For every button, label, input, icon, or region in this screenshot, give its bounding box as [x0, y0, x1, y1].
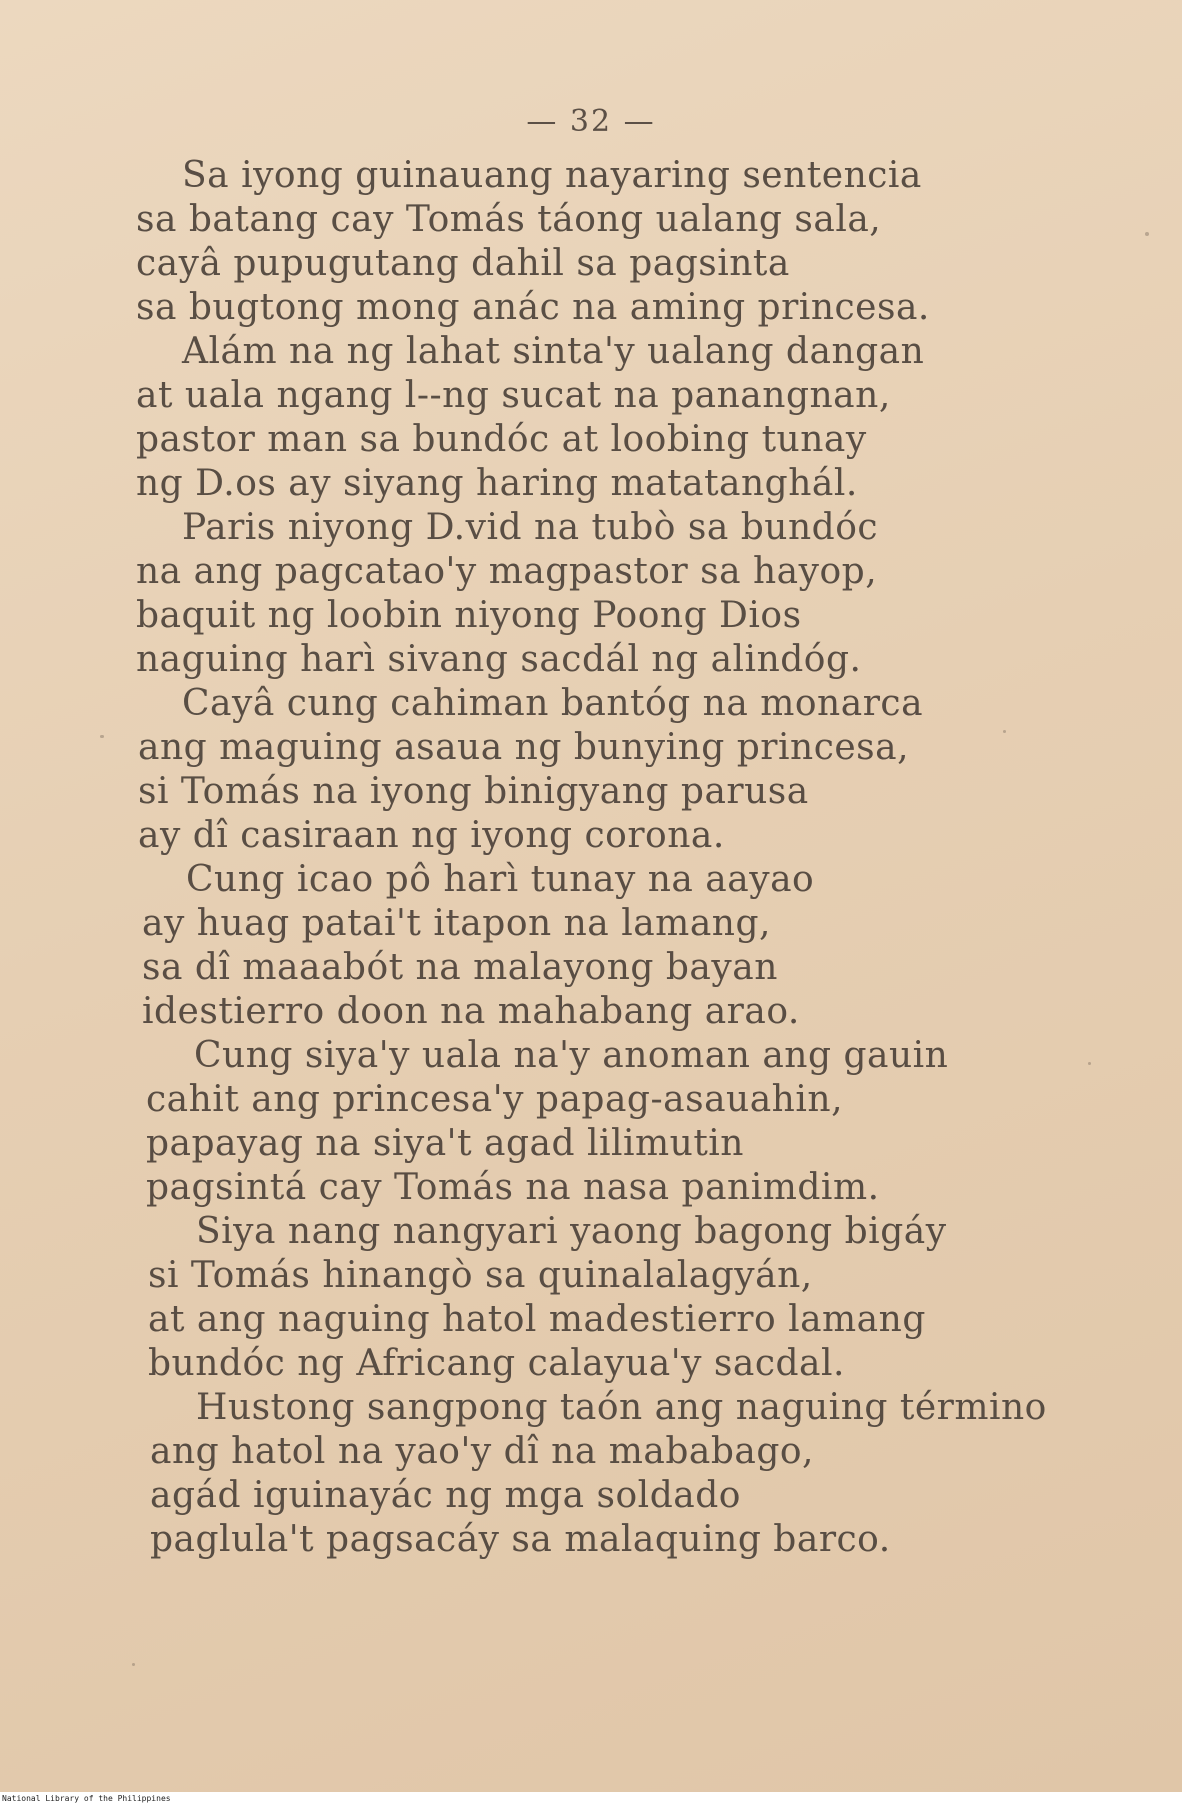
verse-line: Cayâ cung cahiman bantóg na monarca: [182, 683, 924, 724]
verse-line: ang maguing asaua ng bunying princesa,: [138, 727, 910, 768]
verse-line: Paris niyong D.vid na tubò sa bundóc: [182, 507, 879, 548]
verse-line: ay huag patai't itapon na lamang,: [142, 903, 771, 944]
verse-line: pagsintá cay Tomás na nasa panimdim.: [146, 1167, 880, 1208]
verse-line: cahit ang princesa'y papag-asauahin,: [146, 1079, 844, 1120]
verse-line: pastor man sa bundóc at loobing tunay: [136, 419, 867, 460]
verse-line: ang hatol na yao'y dî na mababago,: [150, 1431, 814, 1472]
verse-line: Hustong sangpong taón ang naguing término: [196, 1387, 1047, 1428]
verse-line: papayag na siya't agad lilimutin: [146, 1123, 744, 1164]
verse-line: Sa iyong guinauang nayaring sentencia: [182, 155, 922, 196]
verse-line: cayâ pupugutang dahil sa pagsinta: [136, 243, 790, 284]
verse-line: si Tomás hinangò sa quinalalagyán,: [148, 1255, 813, 1296]
verse-line: agád iguinayác ng mga soldado: [150, 1475, 741, 1516]
verse-line: bundóc ng Africang calayua'y sacdal.: [148, 1343, 845, 1384]
verse-line: sa dî maaabót na malayong bayan: [142, 947, 778, 988]
verse-line: naguing harì sivang sacdál ng alindóg.: [136, 639, 862, 680]
verse-line: ay dî casiraan ng iyong corona.: [138, 815, 725, 856]
verse-line: si Tomás na iyong binigyang parusa: [138, 771, 809, 812]
verse-line: na ang pagcatao'y magpastor sa hayop,: [136, 551, 878, 592]
verse-line: Cung siya'y uala na'y anoman ang gauin: [194, 1035, 949, 1076]
verse-line: ng D.os ay siyang haring matatanghál.: [136, 463, 858, 504]
library-credit: National Library of the Philippines: [2, 1794, 171, 1803]
page-number: — 32 —: [526, 104, 656, 139]
verse-line: idestierro doon na mahabang arao.: [142, 991, 800, 1032]
verse-line: paglula't pagsacáy sa malaquing barco.: [150, 1519, 891, 1560]
verse-line: at ang naguing hatol madestierro lamang: [148, 1299, 926, 1340]
verse-line: at uala ngang l--ng sucat na panangnan,: [136, 375, 891, 416]
verse-line: Alám na ng lahat sinta'y ualang dangan: [182, 331, 925, 372]
verse-line: Cung icao pô harì tunay na aayao: [186, 859, 815, 900]
verse-line: baquit ng loobin niyong Poong Dios: [136, 595, 802, 636]
verse-line: sa batang cay Tomás táong ualang sala,: [136, 199, 882, 240]
verse-line: sa bugtong mong anác na aming princesa.: [136, 287, 930, 328]
verse-line: Siya nang nangyari yaong bagong bigáy: [196, 1211, 947, 1252]
